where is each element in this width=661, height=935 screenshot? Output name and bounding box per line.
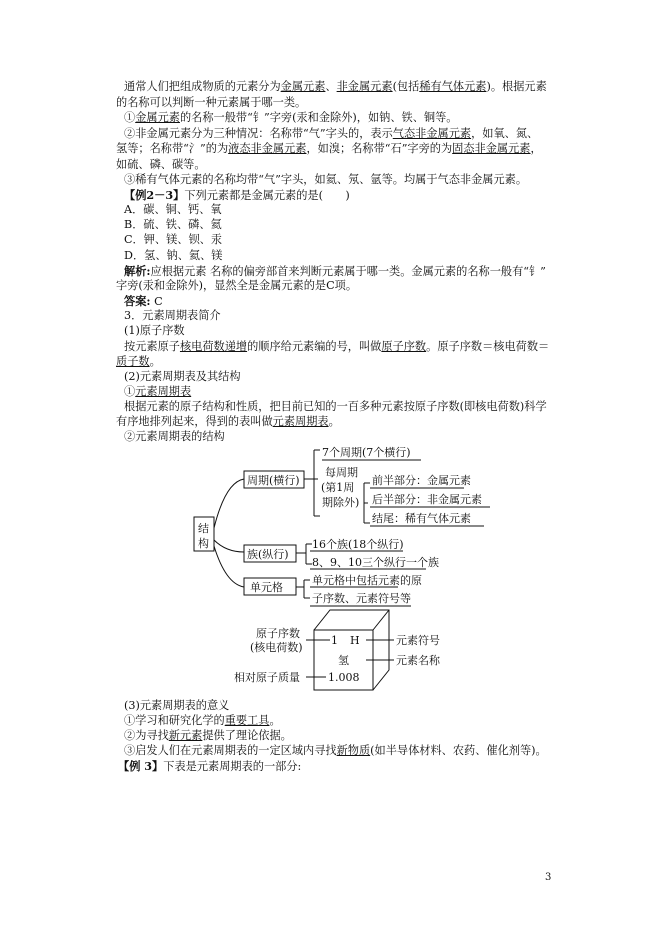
example-2-3: 【例2－3】下列元素都是金属元素的是( )	[124, 188, 350, 202]
nuclear-charge-label: (核电荷数)	[250, 641, 303, 654]
cell-desc-1: 单元格中包括元素的原	[312, 574, 422, 587]
periodic-table-def-1: 根据元素的原子结构和性质，把目前已知的一百多种元素按原子序数(即核电荷数)科学	[124, 400, 547, 413]
nonmetal-rule-2: 氢等；名称带“氵”的为液态非金属元素，如溴；名称带“石”字旁的为固态非金属元素，	[116, 142, 542, 155]
periodic-table-heading: (2)元素周期表及其结构	[124, 370, 241, 383]
intro-line-1: 通常人们把组成物质的元素分为金属元素、非金属元素(包括稀有气体元素)。根据元素	[124, 80, 547, 93]
symbol-label: 元素符号	[396, 634, 440, 647]
name-label: 元素名称	[396, 654, 440, 667]
group-note: 8、9、10三个纵行一个族	[312, 556, 439, 569]
period-count: 7个周期(7个横行)	[322, 446, 411, 459]
cell-mass: 1.008	[328, 671, 360, 684]
per-period-3: 期除外)	[322, 496, 360, 509]
section-3-heading: 3．元素周期表简介	[124, 309, 221, 322]
atomic-number-def-2: 质子数。	[116, 355, 161, 368]
group-label: 族(纵行)	[247, 548, 289, 561]
period-label: 周期(横行)	[247, 474, 300, 487]
cell-name: 氢	[338, 654, 349, 667]
atomic-number-heading: (1)原子序数	[124, 324, 185, 337]
page-number: 3	[545, 872, 552, 883]
answer: 答案: C	[124, 294, 163, 308]
end-part: 结尾：稀有气体元素	[372, 512, 471, 525]
periodic-table-def-2: 有序地排列起来，得到的表叫做元素周期表。	[116, 415, 340, 428]
option-b: B．硫、铁、磷、氦	[124, 218, 222, 231]
atomic-number-def-1: 按元素原子核电荷数递增的顺序给元素编的号，叫做原子序数。原子序数＝核电荷数＝	[124, 340, 550, 353]
cell-symbol: H	[350, 634, 360, 647]
structure-heading: ②元素周期表的结构	[124, 430, 225, 443]
option-c: C．钾、镁、钡、汞	[124, 233, 223, 246]
cell-label: 单元格	[250, 581, 283, 594]
group-count: 16个族(18个纵行)	[312, 538, 404, 551]
intro-line-2: 的名称可以判断一种元素属于哪一类。	[116, 96, 307, 109]
atomic-number-label: 原子序数	[256, 627, 300, 640]
significance-heading: (3)元素周期表的意义	[124, 699, 230, 712]
noble-gas-rule: ③稀有气体元素的名称均带“气”字头，如氦、氖、氩等。均属于气态非金属元素。	[124, 173, 528, 186]
periodic-table-subheading: ①元素周期表	[124, 385, 192, 398]
center-label-1: 结构	[198, 522, 209, 550]
significance-1: ①学习和研究化学的重要工具。	[124, 714, 281, 727]
first-half: 前半部分：金属元素	[372, 474, 471, 487]
option-a: A．碳、铜、钙、氧	[124, 203, 222, 216]
significance-3: ③启发人们在元素周期表的一定区域内寻找新物质(如半导体材料、农药、催化剂等)。	[124, 744, 547, 757]
analysis-line-1: 解析:应根据元素 名称的偏旁部首来判断元素属于哪一类。金属元素的名称一般有“钅”	[124, 264, 546, 278]
metal-rule: ①金属元素的名称一般带“钅”字旁(汞和金除外)，如钠、铁、铜等。	[124, 111, 458, 124]
nonmetal-rule-3: 如硫、磷、碳等。	[116, 158, 206, 171]
nonmetal-rule-1: ②非金属元素分为三种情况：名称带“气”字头的，表示气态非金属元素，如氧、氮、	[124, 127, 539, 140]
mass-label: 相对原子质量	[234, 671, 300, 684]
second-half: 后半部分：非金属元素	[372, 493, 482, 506]
significance-2: ②为寻找新元素提供了理论依据。	[124, 729, 292, 742]
per-period-1: 每周期	[325, 466, 358, 479]
analysis-line-2: 字旁(汞和金除外)，显然全是金属元素的是C项。	[116, 279, 358, 292]
option-d: D．氢、钠、氦、镁	[124, 249, 223, 262]
cell-desc-2: 子序数、元素符号等	[312, 592, 411, 605]
per-period-2: (第1周	[321, 481, 355, 494]
example-3: 【例 3】下表是元素周期表的一部分:	[118, 759, 302, 773]
cell-number: 1	[331, 634, 338, 647]
